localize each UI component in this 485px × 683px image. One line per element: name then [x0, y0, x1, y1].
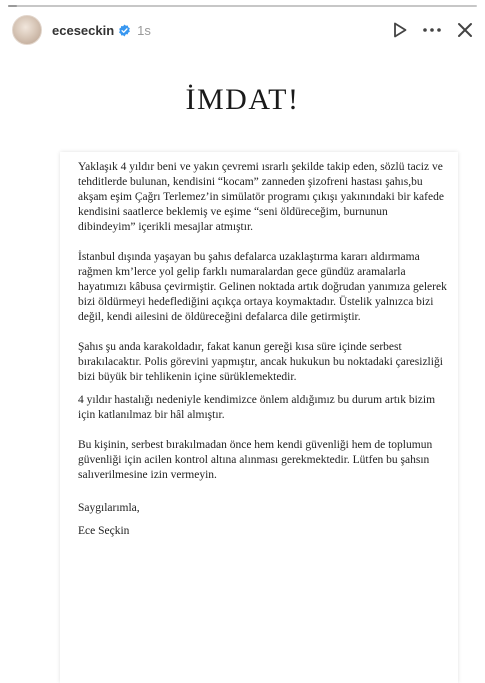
letter-paragraph: 4 yıldır hastalığı nedeniyle kendimizce önlem aldığımız bu durum artık bizim için katlanılmaz bir hâl almıştır. — [78, 394, 436, 421]
play-icon[interactable] — [393, 22, 407, 38]
story-progress-bar — [8, 5, 477, 7]
letter-paragraph: Şahıs şu anda karakoldadır, fakat kanun gereği kısa süre içinde serbest bırakılacaktır. Polis görevini yapmıştır, ancak hukukun bu noktadaki çaresizliği bizi büyük bir tehlikenin içine sürüklemektedir. — [78, 341, 443, 383]
letter-signature: Ece Seçkin — [78, 525, 130, 537]
post-time: 1s — [137, 22, 151, 38]
story-header — [0, 8, 485, 52]
verified-icon — [118, 24, 131, 37]
more-icon[interactable] — [423, 28, 441, 32]
letter-paragraph: Yaklaşık 4 yıldır beni ve yakın çevremi ısrarlı şekilde takip eden, sözlü taciz ve tehditlerde bulunan, kendisini “kocam” zanneden şizofreni hastası şahıs,bu akşam eşim Çağrı Terlemez’in simülatör programı çıkışı yakınındaki bir kafede kendisini saatlerce beklemiş ve eşime “seni öldüreceğim, burnunun dibindeyim” içerikli mesajlar atmıştır. — [78, 161, 444, 233]
username[interactable]: eceseckin — [52, 22, 115, 38]
letter-closing: Saygılarımla, — [78, 502, 140, 514]
story-progress-fill — [8, 5, 17, 7]
close-icon[interactable] — [457, 22, 473, 38]
letter-paragraph: Bu kişinin, serbest bırakılmadan önce hem kendi güvenliği hem de toplumun güvenliği için acilen kontrol altına alınması gerekmektedir. Lütfen bu şahsın salıverilmesine izin vermeyin. — [78, 439, 433, 481]
letter-title: İMDAT! — [185, 83, 300, 116]
letter-paragraph: İstanbul dışında yaşayan bu şahıs defalarca uzaklaştırma kararı aldırmama rağmen km’lerce yol gelip farklı numaralardan gece gündüz aramalarla hayatımızı kâbusa çevirmiştir. Gelinen noktada artık doğrudan yanımıza gelerek bizi öldürmeyi hedeflediğini açıkça ortaya koymaktadır. Üstelik yalnızca bizi değil, kendi ailesini de öldüreceğini defalarca dile getirmiştir. — [78, 251, 447, 323]
avatar[interactable] — [12, 15, 42, 45]
letter-body — [78, 160, 448, 539]
